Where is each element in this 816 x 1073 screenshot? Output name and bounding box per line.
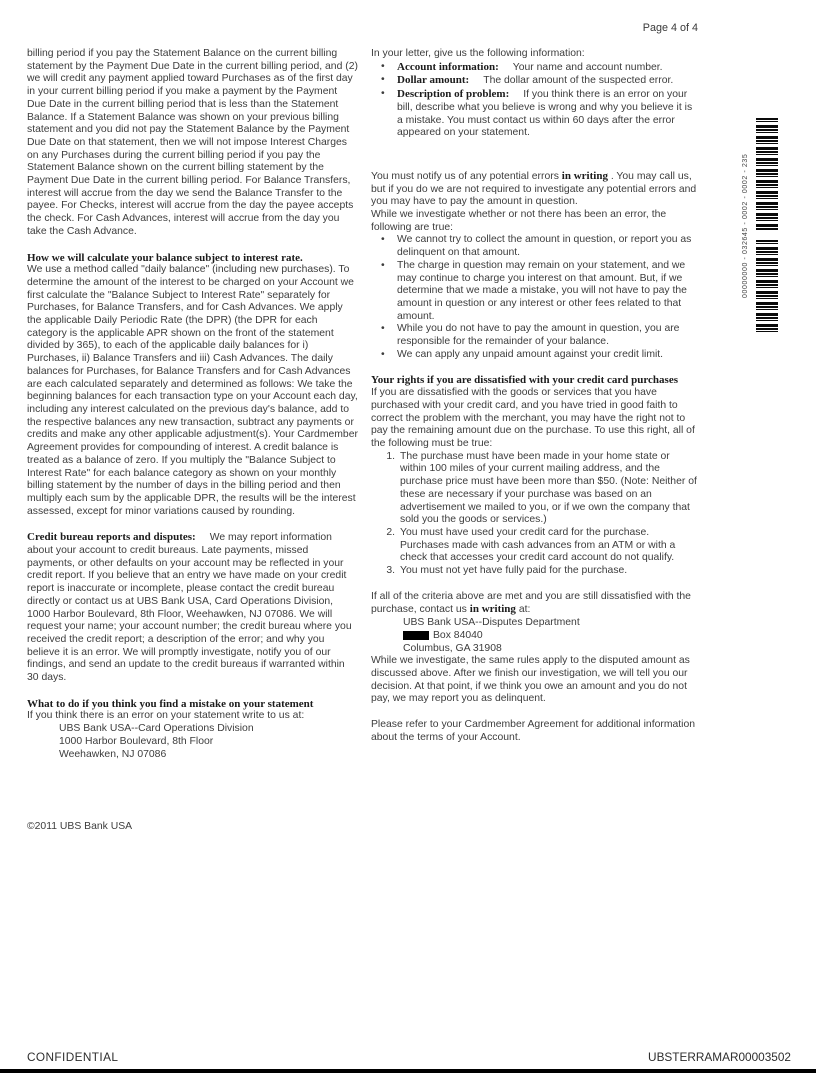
barcode-icon — [756, 118, 778, 334]
notify-pre: You must notify us of any potential errors — [371, 170, 562, 182]
left-column — [27, 48, 358, 761]
right-column — [371, 48, 697, 744]
address-line: UBS Bank USA--Disputes Department — [403, 617, 580, 629]
redacted-text — [403, 631, 429, 640]
bullet-icon: • — [381, 348, 385, 360]
bates-number: UBSTERRAMAR00003502 — [648, 1050, 791, 1065]
address-line — [371, 630, 697, 643]
letter-info-list — [371, 61, 697, 140]
numbered-item — [371, 451, 697, 527]
list-item — [371, 323, 697, 348]
paragraph-criteria — [371, 591, 697, 617]
bullet-text: While you do not have to pay the amount in question, you are responsible for the remainder of your balance. — [397, 323, 680, 348]
bullet-icon: • — [381, 88, 385, 100]
numbered-item — [371, 527, 697, 565]
address-line: Weehawken, NJ 07086 — [59, 748, 167, 760]
list-item — [371, 61, 697, 75]
list-item — [371, 349, 697, 362]
paragraph-credit-bureau — [27, 531, 358, 684]
bullet-icon: • — [381, 259, 385, 271]
criteria-post: at: — [515, 604, 531, 616]
page-number: Page 4 of 4 — [642, 22, 698, 34]
criteria-bold: in writing — [469, 603, 516, 616]
address-line: Columbus, GA 31908 — [403, 642, 502, 654]
paragraph-while-error: While we investigate whether or not there has been an error, the following are true: — [371, 209, 667, 233]
paragraph-letter-intro: In your letter, give us the following information: — [371, 48, 585, 59]
heading-mistake: What to do if you think you find a mistake on your statement — [27, 697, 314, 710]
number-label: 3. — [386, 565, 395, 577]
confidential-label: CONFIDENTIAL — [27, 1050, 119, 1065]
paragraph-billing-period: billing period if you pay the Statement Balance on the current billing statement by the Payment Due Date in the current billing period, and (2) we will credit any payment applied toward Purchases as of the first day in your current billing period if you make a payment by the Payment Due Date in the current billing period that is less than the Statement Balance. If a Statement Balance was shown on your previous billing statement and you did not pay the Statement Balance by the Payment Due Date on that statement, then we will not impose Interest Charges on any Purchases during the current billing period if you pay the Statement Balance shown on the current billing statement by the Payment Due Date in the current billing period. For Balance Transfers, interest will accrue from the day we send the Balance Transfer to the payee. For Checks, interest will accrue from the day the payee accepts the check. For Cash Advances, interest will accrue from the day you take the Cash Advance. — [27, 48, 358, 237]
bullet-text: We can apply any unpaid amount against your credit limit. — [397, 348, 664, 360]
bullet-icon: • — [381, 234, 385, 246]
bullet-text: We cannot try to collect the amount in question, or report you as delinquent on that amount. — [397, 234, 692, 259]
bullet-icon: • — [381, 74, 385, 86]
address-text: Box 84040 — [433, 629, 483, 641]
copyright-notice: ©2011 UBS Bank USA — [27, 821, 133, 832]
bullet-icon: • — [381, 323, 385, 335]
bottom-edge-bar — [0, 1069, 816, 1073]
bullet-text: Your name and account number. — [512, 61, 663, 73]
paragraph-mistake-intro: If you think there is an error on your statement write to us at: — [27, 710, 305, 722]
address-line: 1000 Harbor Boulevard, 8th Floor — [59, 735, 214, 747]
numbered-item — [371, 565, 697, 578]
paragraph-calculate-balance: We use a method called "daily balance" (including new purchases). To determine the amount of the interest to be charged on your Account we first calculate the "Balance Subject to Interest Rate" separately for Purchases, for Balance Transfers, and for Cash Advances. We apply the applicable Daily Periodic Rate (the DPR) (the DPR for each category is the applicable APR shown on the front of the statement divided by 365), to each of the applicable daily balances for i) Purchases, ii) Balance Transfers and iii) Cash Advances. The daily balances for Purchases, for Balance Transfers and for Cash Advances are each calculated separately and determined as follows: We take the beginning balances for each transaction type on your Account each day, including any interest calculated on the previous day's balance, add to the respective balances any new transaction, subtract any payments or credits and make any other applicable adjustment(s). Your Cardmember Agreement provides for compounding of interest. A credit balance is treated as a balance of zero. If you multiply the "Balance Subject to Interest Rate" for each balance category as shown on your monthly billing statement by the number of days in the billing period and then multiply each sum by the applicable DPR, the results will be the interest assessed, except for minor variations caused by rounding. — [27, 264, 358, 517]
bullet-lead: Dollar amount: — [397, 74, 470, 87]
criteria-pre: If all of the criteria above are met and you are still dissatisfied with the purchase, contact us — [371, 590, 691, 616]
paragraph-notify — [371, 170, 697, 209]
heading-calculate-balance: How we will calculate your balance subject to interest rate. — [27, 251, 303, 264]
bullet-text: The dollar amount of the suspected error. — [483, 75, 674, 87]
list-item — [371, 234, 697, 259]
heading-rights: Your rights if you are dissatisfied with your credit card purchases — [371, 374, 678, 387]
credit-bureau-text: We may report information about your account to credit bureaus. Late payments, missed payments, or other defaults on your account may be reflected in your credit report. If you believe that an entry we have made on your credit report is inaccurate or incomplete, please contact the credit bureau directly or contact us at UBS Bank USA, Card Operations Division, 1000 Harbor Boulevard, 8th Floor, Weehawken, NJ 07086. We will request your name; your account number; the credit bureau where you received the credit report; a description of the error; and why you believe it is an error. We will promptly investigate, notify you of our findings, and send an update to the credit bureaus if warranted within 30 days. — [27, 532, 352, 684]
bullet-text: If you think there is an error on your bill, describe what you believe is wrong and why you believe it is a mistake. You must contact us within 60 days after the error appeared on your statement. — [397, 89, 693, 139]
number-label: 2. — [386, 526, 395, 538]
barcode-segment — [756, 240, 778, 334]
rights-criteria-list — [371, 451, 697, 578]
heading-credit-bureau: Credit bureau reports and disputes: — [27, 531, 196, 544]
list-item — [371, 260, 697, 324]
bullet-lead: Account information: — [397, 60, 499, 73]
barcode-segment — [756, 118, 778, 230]
paragraph-refer: Please refer to your Cardmember Agreement for additional information about the terms of your Account. — [371, 719, 696, 743]
bullet-icon: • — [381, 60, 385, 72]
list-item — [371, 88, 697, 140]
barcode-block — [740, 118, 778, 334]
numbered-text: The purchase must have been made in your home state or within 100 miles of your current mailing address, and the purchase price must have been more than $50. (Note: Neither of these are necessary if your purchase was based on an advertisement we mailed to you, or if we own the company that sold you the goods or services.) — [400, 450, 697, 526]
paragraph-while-investigate: While we investigate, the same rules apply to the disputed amount as discussed above. After we finish our investigation, we will tell you our decision. At that point, if we think you owe an amount and you do not pay, we may report you as delinquent. — [371, 655, 690, 705]
notify-post: . You may call us, but if you do we are not required to investigate any potential errors and you may have to pay the amount in question. — [371, 170, 697, 208]
bullet-lead: Description of problem: — [397, 88, 510, 101]
address-line: UBS Bank USA--Card Operations Division — [59, 723, 254, 735]
numbered-text: You must not yet have fully paid for the purchase. — [400, 565, 628, 577]
bullet-text: The charge in question may remain on your statement, and we may continue to charge you interest on that amount. But, if we determine that we made a mistake, you will not have to pay the amount in question or any interest or other fees related to that amount. — [397, 259, 687, 322]
notify-bold: in writing — [561, 169, 608, 182]
paragraph-rights: If you are dissatisfied with the goods or services that you have purchased with your credit card, and you have tried in good faith to correct the problem with the merchant, you may have the right not to pay the remaining amount due on the purchase. To use this right, all of the following must be true: — [371, 387, 695, 449]
numbered-text: You must have used your credit card for the purchase. Purchases made with cash advances from an ATM or with a check that accesses your credit card account do not qualify. — [400, 526, 676, 564]
number-label: 1. — [386, 450, 395, 462]
barcode-label: 00000000 - 032645 - 0002 - 0002 - 235 — [742, 153, 750, 299]
list-item — [371, 74, 697, 88]
error-rules-list — [371, 234, 697, 361]
